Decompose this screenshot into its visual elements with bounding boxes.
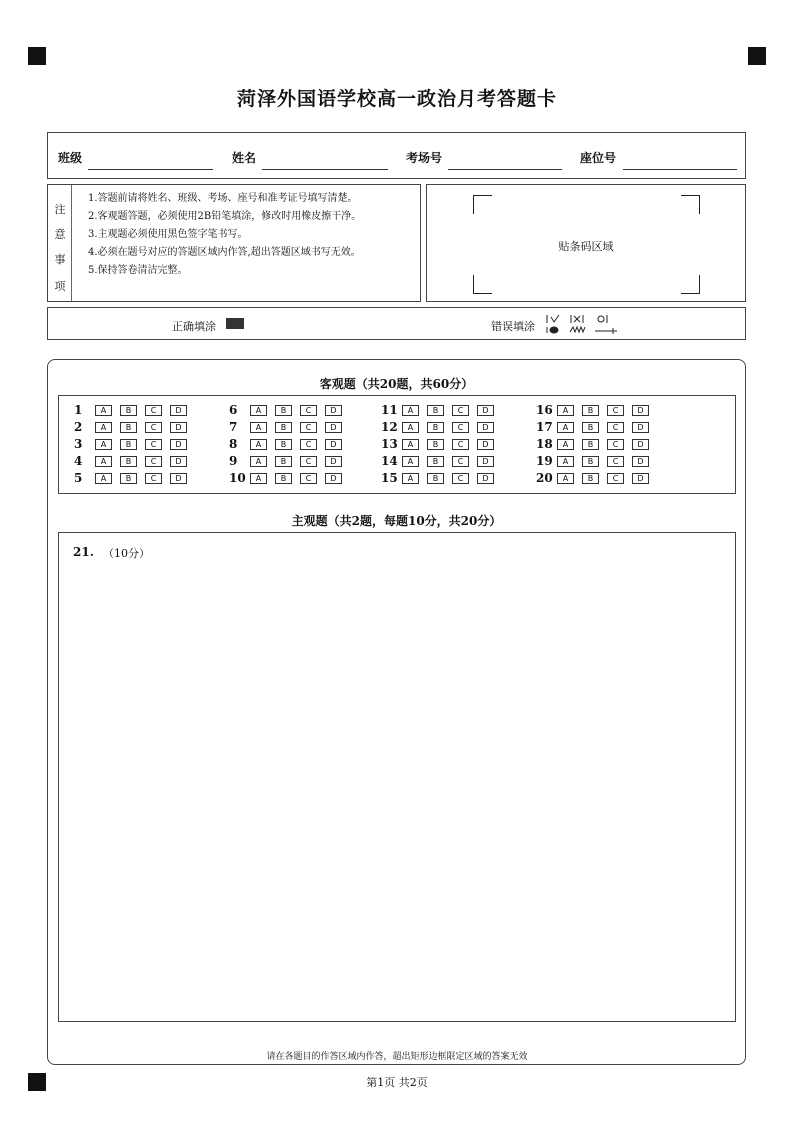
answer-bubble[interactable]: A bbox=[95, 439, 112, 450]
question-number: 6 bbox=[229, 403, 238, 417]
answer-bubble[interactable]: C bbox=[145, 405, 162, 416]
answer-bubble[interactable]: B bbox=[275, 456, 292, 467]
question-21-points: （10分） bbox=[103, 547, 150, 560]
answer-bubble[interactable]: D bbox=[632, 456, 649, 467]
question-number: 19 bbox=[536, 454, 553, 468]
notice-side-char: 事 bbox=[54, 253, 66, 266]
answer-bubble[interactable]: B bbox=[275, 473, 292, 484]
footer-note: 请在各题目的作答区域内作答，超出矩形边框限定区域的答案无效 bbox=[266, 1052, 528, 1062]
question-number: 2 bbox=[74, 420, 83, 434]
answer-bubble[interactable]: C bbox=[452, 439, 469, 450]
page-title: 菏泽外国语学校高一政治月考答题卡 bbox=[236, 88, 557, 110]
answer-bubble[interactable]: B bbox=[427, 439, 444, 450]
question-number: 17 bbox=[536, 420, 553, 434]
answer-bubble[interactable]: C bbox=[300, 405, 317, 416]
answer-bubble[interactable]: D bbox=[170, 405, 187, 416]
question-number: 11 bbox=[381, 403, 398, 417]
question-number: 10 bbox=[229, 471, 246, 485]
answer-bubble[interactable]: D bbox=[325, 422, 342, 433]
answer-bubble[interactable]: B bbox=[582, 439, 599, 450]
answer-bubble[interactable]: A bbox=[557, 422, 574, 433]
notice-box bbox=[47, 184, 421, 302]
name-field[interactable] bbox=[262, 169, 388, 170]
barcode-corner bbox=[473, 195, 492, 214]
notice-side-char: 项 bbox=[54, 280, 66, 293]
question-number: 5 bbox=[74, 471, 83, 485]
answer-bubble[interactable]: D bbox=[632, 439, 649, 450]
notice-item: 3.主观题必须使用黑色签字笔书写。 bbox=[88, 229, 248, 240]
answer-bubble[interactable]: A bbox=[95, 405, 112, 416]
answer-bubble[interactable]: A bbox=[402, 422, 419, 433]
wrong-fill-samples-icon bbox=[545, 312, 625, 336]
answer-bubble[interactable]: D bbox=[170, 422, 187, 433]
fill-example-box bbox=[47, 307, 746, 340]
answer-bubble[interactable]: B bbox=[275, 405, 292, 416]
answer-bubble[interactable]: C bbox=[300, 439, 317, 450]
answer-bubble[interactable]: B bbox=[427, 422, 444, 433]
question-number: 1 bbox=[74, 403, 83, 417]
answer-bubble[interactable]: A bbox=[402, 439, 419, 450]
answer-bubble[interactable]: A bbox=[250, 422, 267, 433]
wrong-fill-label: 错误填涂 bbox=[491, 320, 535, 333]
notice-item: 2.客观题答题，必须使用2B铅笔填涂，修改时用橡皮擦干净。 bbox=[88, 211, 362, 222]
subjective-section-title: 主观题（共2题，每题10分，共20分） bbox=[291, 514, 502, 528]
answer-bubble[interactable]: B bbox=[427, 473, 444, 484]
question-number: 8 bbox=[229, 437, 238, 451]
answer-bubble[interactable]: D bbox=[325, 439, 342, 450]
objective-section-title: 客观题（共20题，共60分） bbox=[319, 377, 474, 391]
answer-bubble[interactable]: C bbox=[452, 405, 469, 416]
correct-fill-sample bbox=[226, 318, 244, 329]
question-number: 7 bbox=[229, 420, 238, 434]
answer-bubble[interactable]: A bbox=[402, 456, 419, 467]
answer-bubble[interactable]: C bbox=[300, 422, 317, 433]
answer-bubble[interactable]: B bbox=[582, 473, 599, 484]
answer-bubble[interactable]: C bbox=[300, 456, 317, 467]
answer-bubble[interactable]: A bbox=[95, 456, 112, 467]
notice-side-char: 意 bbox=[54, 228, 66, 241]
answer-bubble[interactable]: D bbox=[170, 439, 187, 450]
alignment-marker-top-left bbox=[28, 47, 46, 65]
answer-bubble[interactable]: C bbox=[300, 473, 317, 484]
question-number: 4 bbox=[74, 454, 83, 468]
class-label: 班级 bbox=[58, 151, 83, 165]
answer-bubble[interactable]: B bbox=[275, 439, 292, 450]
alignment-marker-top-right bbox=[748, 47, 766, 65]
question-number: 9 bbox=[229, 454, 238, 468]
notice-item: 5.保持答卷清洁完整。 bbox=[88, 265, 188, 276]
answer-bubble[interactable]: A bbox=[402, 405, 419, 416]
page-number: 第1页 共2页 bbox=[366, 1076, 428, 1089]
answer-bubble[interactable]: C bbox=[452, 456, 469, 467]
answer-bubble[interactable]: D bbox=[632, 405, 649, 416]
answer-bubble[interactable]: B bbox=[120, 473, 137, 484]
answer-bubble[interactable]: A bbox=[95, 422, 112, 433]
answer-bubble[interactable]: C bbox=[145, 422, 162, 433]
answer-bubble[interactable]: C bbox=[607, 405, 624, 416]
answer-bubble[interactable]: D bbox=[477, 473, 494, 484]
notice-item: 4.必须在题号对应的答题区域内作答,超出答题区域书写无效。 bbox=[88, 247, 361, 258]
barcode-area bbox=[426, 184, 746, 302]
answer-bubble[interactable]: B bbox=[275, 422, 292, 433]
answer-bubble[interactable]: D bbox=[632, 422, 649, 433]
answer-bubble[interactable]: A bbox=[250, 405, 267, 416]
notice-item: 1.答题前请将姓名、班级、考场、座号和准考证号填写清楚。 bbox=[88, 193, 358, 204]
answer-bubble[interactable]: C bbox=[607, 473, 624, 484]
question-21-number: 21. bbox=[73, 545, 94, 559]
answer-bubble[interactable]: A bbox=[250, 456, 267, 467]
answer-bubble[interactable]: C bbox=[607, 439, 624, 450]
answer-bubble[interactable]: A bbox=[557, 456, 574, 467]
answer-bubble[interactable]: D bbox=[170, 456, 187, 467]
exam-room-label: 考场号 bbox=[406, 151, 443, 165]
question-number: 15 bbox=[381, 471, 398, 485]
answer-bubble[interactable]: D bbox=[477, 422, 494, 433]
answer-bubble[interactable]: B bbox=[120, 456, 137, 467]
name-label: 姓名 bbox=[232, 151, 257, 165]
answer-bubble[interactable]: A bbox=[557, 439, 574, 450]
barcode-corner bbox=[473, 275, 492, 294]
answer-bubble[interactable]: D bbox=[632, 473, 649, 484]
answer-bubble[interactable]: D bbox=[325, 473, 342, 484]
answer-bubble[interactable]: D bbox=[170, 473, 187, 484]
answer-bubble[interactable]: D bbox=[477, 456, 494, 467]
seat-number-label: 座位号 bbox=[580, 151, 617, 165]
question-number: 3 bbox=[74, 437, 83, 451]
answer-bubble[interactable]: C bbox=[452, 473, 469, 484]
question-number: 13 bbox=[381, 437, 398, 451]
notice-side-label bbox=[48, 185, 72, 301]
answer-bubble[interactable]: A bbox=[557, 405, 574, 416]
answer-bubble[interactable]: D bbox=[325, 456, 342, 467]
question-number: 16 bbox=[536, 403, 553, 417]
question-number: 12 bbox=[381, 420, 398, 434]
question-number: 20 bbox=[536, 471, 553, 485]
answer-bubble[interactable]: A bbox=[557, 473, 574, 484]
answer-bubble[interactable]: A bbox=[250, 473, 267, 484]
answer-bubble[interactable]: B bbox=[582, 456, 599, 467]
notice-side-char: 注 bbox=[54, 203, 66, 216]
answer-bubble[interactable]: D bbox=[325, 405, 342, 416]
answer-bubble[interactable]: C bbox=[145, 456, 162, 467]
answer-bubble[interactable]: A bbox=[95, 473, 112, 484]
question-21-answer-box[interactable] bbox=[58, 532, 736, 1022]
barcode-area-label: 贴条码区域 bbox=[558, 240, 614, 253]
answer-bubble[interactable]: A bbox=[402, 473, 419, 484]
barcode-corner bbox=[681, 195, 700, 214]
answer-bubble[interactable]: D bbox=[477, 405, 494, 416]
answer-bubble[interactable]: C bbox=[452, 422, 469, 433]
question-number: 18 bbox=[536, 437, 553, 451]
answer-bubble[interactable]: C bbox=[607, 456, 624, 467]
answer-bubble[interactable]: C bbox=[145, 439, 162, 450]
answer-bubble[interactable]: C bbox=[607, 422, 624, 433]
answer-bubble[interactable]: C bbox=[145, 473, 162, 484]
question-number: 14 bbox=[381, 454, 398, 468]
seat-number-field[interactable] bbox=[623, 169, 737, 170]
answer-bubble[interactable]: B bbox=[427, 456, 444, 467]
exam-room-field[interactable] bbox=[448, 169, 562, 170]
answer-bubble[interactable]: B bbox=[120, 422, 137, 433]
class-field[interactable] bbox=[88, 169, 213, 170]
answer-bubble[interactable]: B bbox=[582, 422, 599, 433]
barcode-corner bbox=[681, 275, 700, 294]
answer-bubble[interactable]: B bbox=[120, 405, 137, 416]
correct-fill-label: 正确填涂 bbox=[172, 320, 216, 333]
answer-bubble[interactable]: B bbox=[427, 405, 444, 416]
answer-bubble[interactable]: D bbox=[477, 439, 494, 450]
answer-bubble[interactable]: A bbox=[250, 439, 267, 450]
answer-bubble[interactable]: B bbox=[582, 405, 599, 416]
answer-bubble[interactable]: B bbox=[120, 439, 137, 450]
student-info-box bbox=[47, 132, 746, 179]
